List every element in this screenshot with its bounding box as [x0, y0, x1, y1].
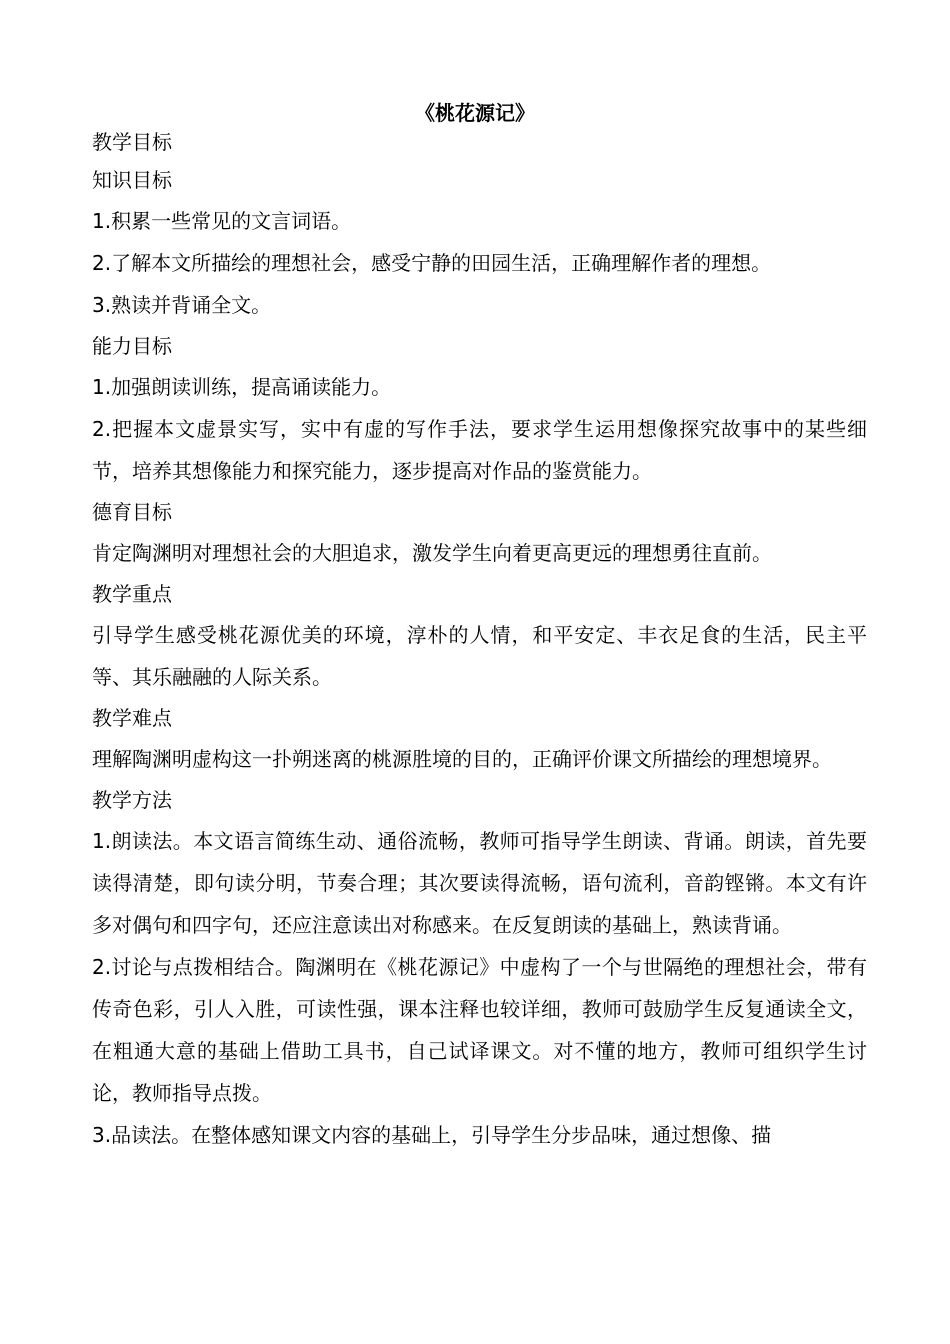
- key-points-text: 引导学生感受桃花源优美的环境，淳朴的人情，和平安定、丰衣足食的生活，民主平等、其乐融融的人际关系。: [92, 623, 867, 689]
- teaching-methods-heading: 教学方法: [92, 788, 172, 812]
- teaching-goals-heading: 教学目标: [92, 130, 172, 154]
- teaching-method-1: 1.朗读法。本文语言简练生动、通俗流畅，教师可指导学生朗读、背诵。朗读，首先要读得清楚，即句读分明，节奏合理；其次要读得流畅，语句流利，音韵铿锵。本文有许多对偶句和四字句，还应注意读出对称感来。在反复朗读的基础上，熟读背诵。: [92, 829, 867, 937]
- document-body: [92, 122, 867, 1156]
- moral-goals-heading: 德育目标: [92, 500, 172, 524]
- document-title: 《桃花源记》: [415, 101, 535, 125]
- teaching-method-2: 2.讨论与点拨相结合。陶渊明在《桃花源记》中虚构了一个与世隔绝的理想社会，带有传奇色彩，引人入胜，可读性强，课本注释也较详细，教师可鼓励学生反复通读全文，在粗通大意的基础上借助工具书，自己试译课文。对不懂的地方，教师可组织学生讨论，教师指导点拨。: [92, 955, 867, 1105]
- knowledge-goal-2: 2.了解本文所描绘的理想社会，感受宁静的田园生活，正确理解作者的理想。: [92, 251, 772, 275]
- knowledge-goals-heading: 知识目标: [92, 168, 172, 192]
- key-points-heading: 教学重点: [92, 582, 172, 606]
- ability-goals-heading: 能力目标: [92, 334, 172, 358]
- difficulty-text: 理解陶渊明虚构这一扑朔迷离的桃源胜境的目的，正确评价课文所描绘的理想境界。: [92, 747, 832, 771]
- teaching-method-3: 3.品读法。在整体感知课文内容的基础上，引导学生分步品味，通过想像、描: [92, 1123, 772, 1147]
- knowledge-goal-1: 1.积累一些常见的文言词语。: [92, 209, 352, 233]
- ability-goal-1: 1.加强朗读训练，提高诵读能力。: [92, 375, 392, 399]
- knowledge-goal-3: 3.熟读并背诵全文。: [92, 293, 272, 317]
- ability-goal-2: 2.把握本文虚景实写，实中有虚的写作手法，要求学生运用想像探究故事中的某些细节，培养其想像能力和探究能力，逐步提高对作品的鉴赏能力。: [92, 417, 867, 483]
- moral-goal-text: 肯定陶渊明对理想社会的大胆追求，激发学生向着更高更远的理想勇往直前。: [92, 541, 772, 565]
- difficulty-heading: 教学难点: [92, 706, 172, 730]
